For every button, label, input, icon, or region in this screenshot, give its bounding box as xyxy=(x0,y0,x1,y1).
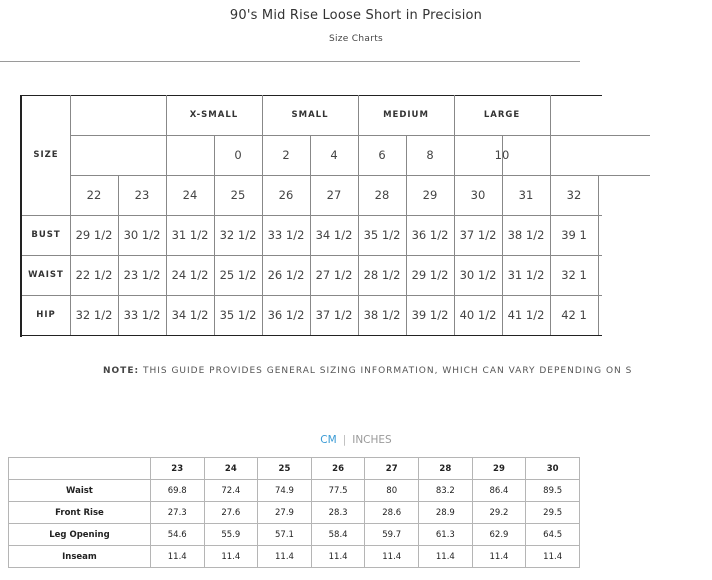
cm-value: 64.5 xyxy=(526,524,580,546)
size-group-header: LARGE xyxy=(483,110,521,120)
measurement-value: 32 1/2 xyxy=(219,228,257,242)
cm-value: 57.1 xyxy=(258,524,312,546)
cm-value: 29.2 xyxy=(472,502,526,524)
measurement-value: 28 1/2 xyxy=(363,268,401,282)
cm-size-header: 27 xyxy=(365,458,419,480)
measurement-value: 30 1/2 xyxy=(123,228,161,242)
measurement-value: 39 1 xyxy=(561,228,587,242)
cm-value: 29.5 xyxy=(526,502,580,524)
measurement-value: 29 1/2 xyxy=(75,228,113,242)
measurement-value: 32 1/2 xyxy=(75,308,113,322)
measurement-value: 31 1/2 xyxy=(171,228,209,242)
cm-size-header: 24 xyxy=(204,458,258,480)
measurement-value: 34 1/2 xyxy=(315,228,353,242)
cm-value: 83.2 xyxy=(419,480,473,502)
size-group-header: SMALL xyxy=(291,110,329,120)
measurement-value: 22 1/2 xyxy=(75,268,113,282)
cm-value: 27.6 xyxy=(204,502,258,524)
table-row xyxy=(9,480,580,502)
page-subtitle: Size Charts xyxy=(328,34,384,44)
measurement-value: 34 1/2 xyxy=(171,308,209,322)
cm-value: 59.7 xyxy=(365,524,419,546)
cm-value: 27.3 xyxy=(150,502,204,524)
waist-size: 27 xyxy=(326,188,342,202)
cm-value: 61.3 xyxy=(419,524,473,546)
size-chart-grid xyxy=(20,95,587,337)
cm-table-container xyxy=(0,457,580,580)
table-row xyxy=(9,502,580,524)
measurement-value: 36 1/2 xyxy=(267,308,305,322)
numeric-size: 2 xyxy=(282,148,290,162)
measurement-value: 24 1/2 xyxy=(171,268,209,282)
grid-hline xyxy=(22,335,602,336)
table-row xyxy=(9,546,580,568)
cm-value: 28.6 xyxy=(365,502,419,524)
waist-size: 24 xyxy=(182,188,198,202)
table-row xyxy=(9,524,580,546)
measurement-value: 37 1/2 xyxy=(459,228,497,242)
cm-value: 86.4 xyxy=(472,480,526,502)
measurement-label: HIP xyxy=(36,310,56,320)
cm-value: 74.9 xyxy=(258,480,312,502)
cm-size-header: 29 xyxy=(472,458,526,480)
unit-cm-link[interactable]: CM xyxy=(320,434,337,446)
waist-size: 28 xyxy=(374,188,390,202)
measurement-value: 31 1/2 xyxy=(507,268,545,282)
measurement-value: 39 1/2 xyxy=(411,308,449,322)
measurement-value: 35 1/2 xyxy=(363,228,401,242)
measurement-value: 38 1/2 xyxy=(507,228,545,242)
unit-inches-link[interactable]: INCHES xyxy=(352,434,392,446)
size-group-header: X-SMALL xyxy=(189,110,239,120)
cm-value: 27.9 xyxy=(258,502,312,524)
waist-size: 25 xyxy=(230,188,246,202)
cm-value: 11.4 xyxy=(365,546,419,568)
measurement-value: 33 1/2 xyxy=(123,308,161,322)
header-divider xyxy=(0,61,580,62)
measurement-value: 30 1/2 xyxy=(459,268,497,282)
numeric-size: 4 xyxy=(330,148,338,162)
cm-row-label: Waist xyxy=(9,480,151,502)
cm-value: 11.4 xyxy=(526,546,580,568)
waist-size: 30 xyxy=(470,188,486,202)
cm-measurement-table xyxy=(8,457,580,568)
measurement-value: 32 1 xyxy=(561,268,587,282)
sizing-note xyxy=(103,366,633,376)
cm-size-header: 28 xyxy=(419,458,473,480)
cm-value: 62.9 xyxy=(472,524,526,546)
unit-toggle xyxy=(0,434,712,446)
cm-value: 11.4 xyxy=(419,546,473,568)
cm-value: 11.4 xyxy=(258,546,312,568)
measurement-label: BUST xyxy=(31,230,61,240)
cm-value: 80 xyxy=(365,480,419,502)
cm-value: 28.3 xyxy=(311,502,365,524)
cm-size-header: 23 xyxy=(150,458,204,480)
cm-value: 69.8 xyxy=(150,480,204,502)
waist-size: 22 xyxy=(86,188,102,202)
cm-value: 11.4 xyxy=(204,546,258,568)
measurement-value: 41 1/2 xyxy=(507,308,545,322)
measurement-value: 35 1/2 xyxy=(219,308,257,322)
cm-value: 77.5 xyxy=(311,480,365,502)
measurement-value: 33 1/2 xyxy=(267,228,305,242)
cm-value: 11.4 xyxy=(311,546,365,568)
cm-row-label: Front Rise xyxy=(9,502,151,524)
measurement-value: 38 1/2 xyxy=(363,308,401,322)
measurement-value: 36 1/2 xyxy=(411,228,449,242)
waist-size: 26 xyxy=(278,188,294,202)
measurement-value: 27 1/2 xyxy=(315,268,353,282)
cm-value: 54.6 xyxy=(150,524,204,546)
unit-separator: | xyxy=(342,434,347,446)
numeric-size: 0 xyxy=(234,148,242,162)
measurement-value: 42 1 xyxy=(561,308,587,322)
measurement-value: 23 1/2 xyxy=(123,268,161,282)
numeric-size: 10 xyxy=(494,148,510,162)
note-prefix: NOTE: xyxy=(103,366,140,376)
waist-size: 32 xyxy=(566,188,582,202)
cm-value: 11.4 xyxy=(150,546,204,568)
numeric-size: 8 xyxy=(426,148,434,162)
cm-value: 11.4 xyxy=(472,546,526,568)
numeric-size: 6 xyxy=(378,148,386,162)
page-title: 90's Mid Rise Loose Short in Precision xyxy=(229,8,483,23)
measurement-label: WAIST xyxy=(28,270,64,280)
cm-value: 72.4 xyxy=(204,480,258,502)
measurement-value: 25 1/2 xyxy=(219,268,257,282)
cm-row-label: Leg Opening xyxy=(9,524,151,546)
measurement-value: 26 1/2 xyxy=(267,268,305,282)
waist-size: 29 xyxy=(422,188,438,202)
note-text: THIS GUIDE PROVIDES GENERAL SIZING INFORMATION, WHICH CAN VARY DEPENDING ON S xyxy=(142,366,633,376)
cm-row-label: Inseam xyxy=(9,546,151,568)
size-label: SIZE xyxy=(33,150,59,160)
measurement-value: 29 1/2 xyxy=(411,268,449,282)
cm-value: 28.9 xyxy=(419,502,473,524)
cm-value: 55.9 xyxy=(204,524,258,546)
grid-vline xyxy=(598,175,599,335)
cm-table-header-row xyxy=(9,458,580,480)
waist-size: 23 xyxy=(134,188,150,202)
waist-size: 31 xyxy=(518,188,534,202)
measurement-value: 40 1/2 xyxy=(459,308,497,322)
cm-size-header: 26 xyxy=(311,458,365,480)
cm-value: 89.5 xyxy=(526,480,580,502)
cm-size-header: 25 xyxy=(258,458,312,480)
measurement-value: 37 1/2 xyxy=(315,308,353,322)
cm-value: 58.4 xyxy=(311,524,365,546)
cm-table-corner xyxy=(9,458,151,480)
cm-size-header: 30 xyxy=(526,458,580,480)
size-group-header: MEDIUM xyxy=(383,110,429,120)
